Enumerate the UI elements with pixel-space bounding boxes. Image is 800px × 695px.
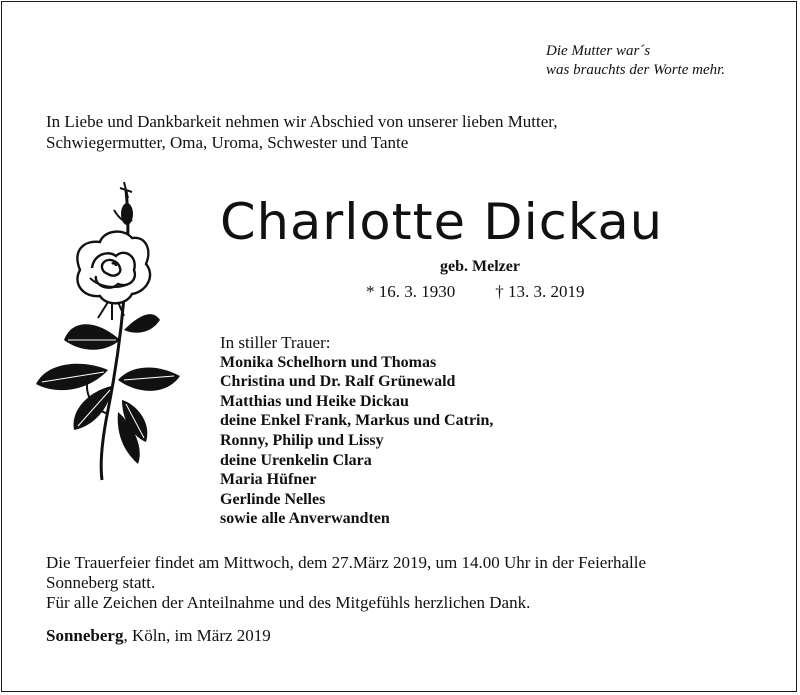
intro-line: In Liebe und Dankbarkeit nehmen wir Abschied von unserer lieben Mutter, — [46, 112, 558, 131]
rose-icon — [28, 180, 190, 484]
mourner-name: Matthias und Heike Dickau — [220, 392, 409, 410]
funeral-info — [46, 553, 766, 613]
life-dates — [366, 282, 585, 302]
intro-text — [46, 111, 746, 153]
funeral-line: Sonneberg statt. — [46, 573, 156, 592]
mourners-lead: In stiller Trauer: — [220, 333, 331, 352]
closing-place: Sonneberg — [46, 626, 124, 645]
motto-line: was brauchts der Worte mehr. — [546, 62, 726, 78]
birth-date: * 16. 3. 1930 — [366, 282, 456, 301]
deceased-name: Charlotte Dickau — [220, 193, 664, 251]
thanks-line: Für alle Zeichen der Anteilnahme und des Mitgefühls herzlichen Dank. — [46, 593, 531, 612]
maiden-name: geb. Melzer — [440, 258, 520, 275]
intro-line: Schwiegermutter, Oma, Uroma, Schwester und Tante — [46, 133, 409, 152]
mourner-name: Gerlinde Nelles — [220, 490, 326, 508]
closing-line — [46, 626, 271, 646]
mourner-name: sowie alle Anverwandten — [220, 510, 390, 528]
mourner-name: Monika Schelhorn und Thomas — [220, 353, 437, 371]
motto — [546, 42, 786, 80]
mourners-list — [220, 333, 640, 529]
mourner-name: Christina und Dr. Ralf Grünewald — [220, 373, 456, 391]
mourner-name: deine Urenkelin Clara — [220, 451, 372, 469]
death-date: † 13. 3. 2019 — [495, 282, 585, 301]
motto-line: Die Mutter war´s — [546, 43, 651, 59]
mourner-name: deine Enkel Frank, Markus und Catrin, — [220, 412, 494, 430]
funeral-line: Die Trauerfeier findet am Mittwoch, dem 27.März 2019, um 14.00 Uhr in der Feierhalle — [46, 553, 647, 572]
mourner-name: Ronny, Philip und Lissy — [220, 431, 384, 449]
mourner-name: Maria Hüfner — [220, 471, 317, 489]
closing-rest: , Köln, im März 2019 — [123, 626, 271, 645]
